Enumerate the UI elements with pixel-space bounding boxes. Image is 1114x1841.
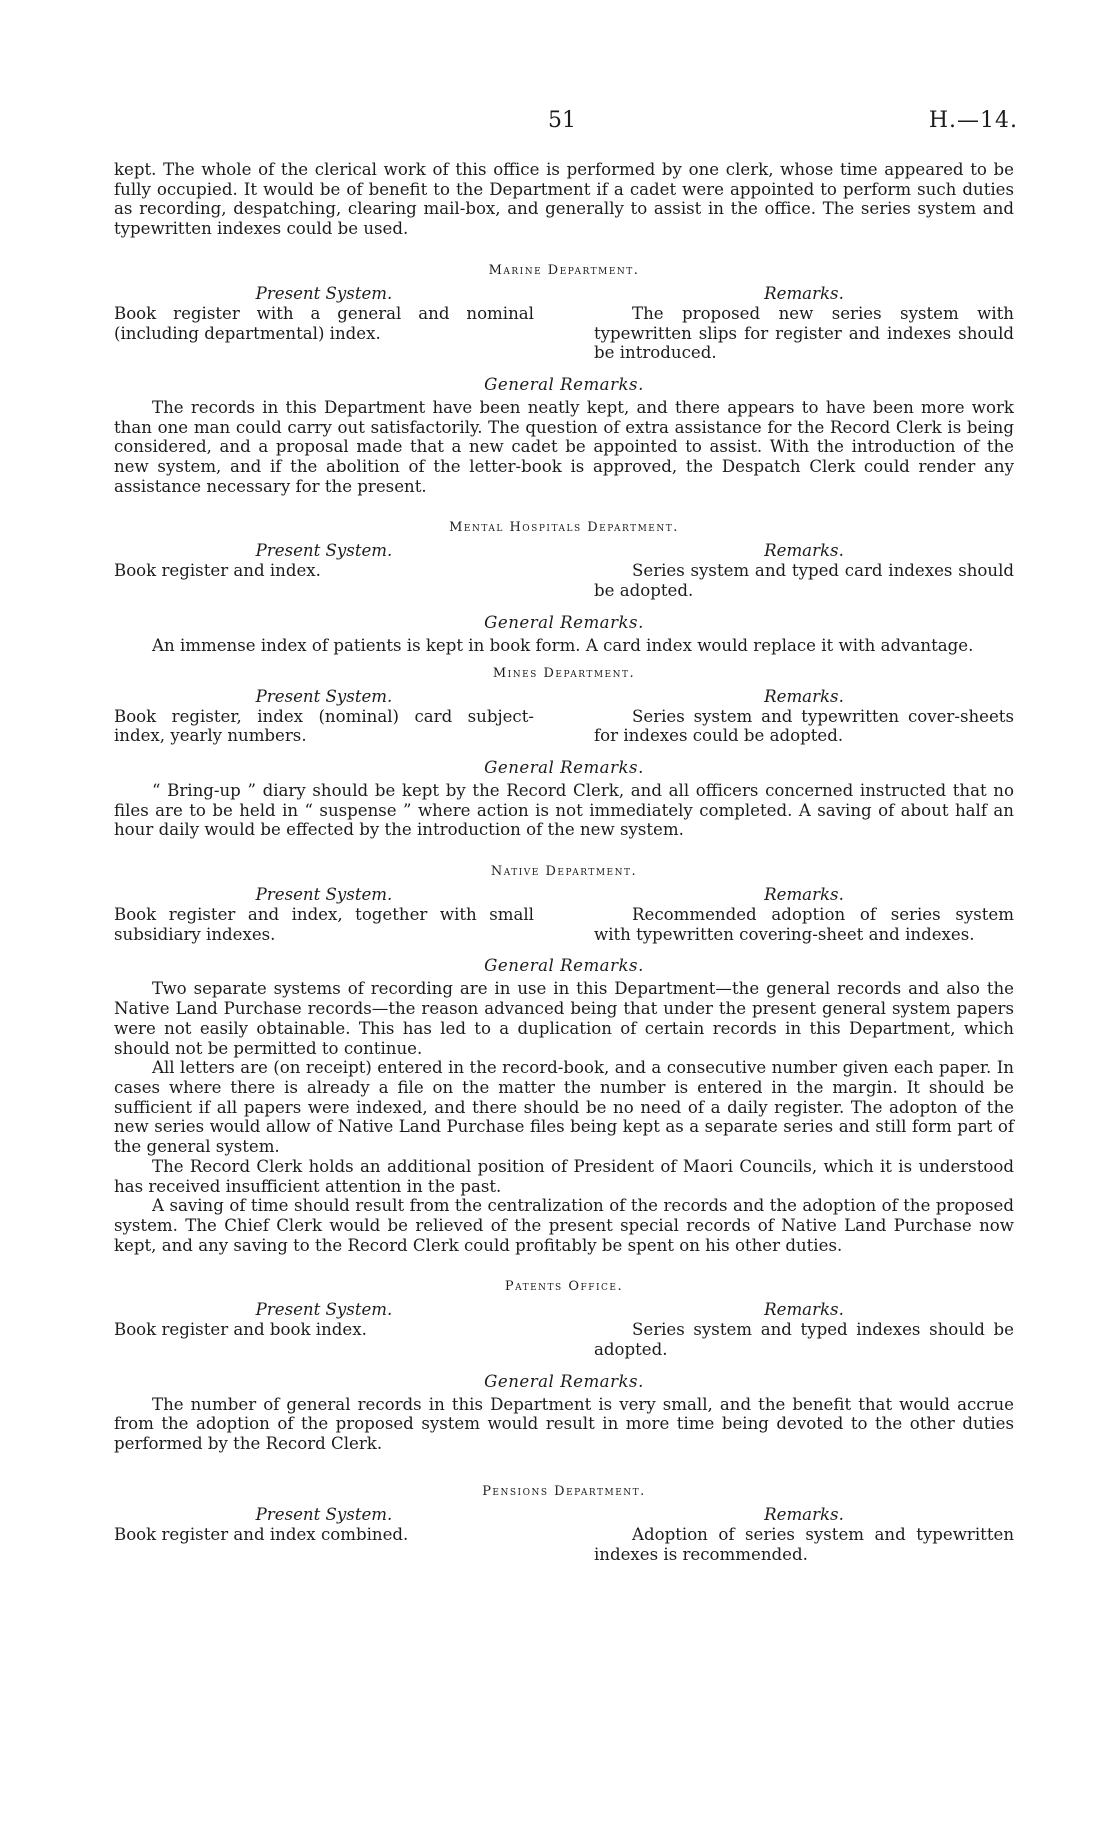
general-remarks-paragraph: Two separate systems of recording are in use in this Department—the general records and also the Native Land Purchase records—the reason advanced being that under the present general system papers were not easily obtainable. This has led to a duplication of certain records in this Department, which should not be permitted to continue. [114, 979, 1014, 1058]
section-title-pensions: Pensions Department. [482, 1483, 646, 1499]
section-title-mental-hospitals: Mental Hospitals Department. [449, 520, 679, 536]
present-system-heading: Present System. [255, 1300, 393, 1320]
remarks-heading: Remarks. [764, 283, 844, 303]
general-remarks-paragraph: The number of general records in this Department is very small, and the benefit that would accrue from the adoption of the proposed system would result in more time being devoted to the other duties performed by the Record Clerk. [114, 1394, 1014, 1454]
general-remarks-paragraph: An immense index of patients is kept in book form. A card index would replace it with advantage. [152, 635, 974, 655]
remarks-text: Series system and typed indexes should be adopted. [594, 1320, 1014, 1360]
present-system-heading: Present System. [255, 686, 393, 706]
columns-marine [114, 284, 1014, 363]
present-system-text: Book register and index combined. [114, 1524, 409, 1544]
remarks-text: Series system and typewritten cover-sheets for indexes could be adopted. [594, 706, 1014, 746]
remarks-text: The proposed new series system with typewritten slips for register and indexes should be introduced. [594, 303, 1014, 363]
intro-paragraph: kept. The whole of the clerical work of this office is performed by one clerk, whose time appeared to be fully occupied. It would be of benefit to the Department if a cadet were appointed to perform such duties as recording, despatching, clearing mail-box, and generally to assist in the office. The series system and typewritten indexes could be used. [114, 160, 1014, 239]
general-remarks-paragraph: The records in this Department have been neatly kept, and there appears to have been more work than one man could carry out satisfactorily. The question of extra assistance for the Record Clerk is being considered, and a proposal made that a new cadet be appointed to assist. With the introduction of the new system, and if the abolition of the letter-book is approved, the Despatch Clerk could render any assistance necessary for the present. [114, 397, 1014, 496]
general-remarks-paragraph: “ Bring-up ” diary should be kept by the Record Clerk, and all officers concerned instructed that no files are to be held in “ suspense ” where action is not immediately completed. A saving of about half an hour daily would be effected by the introduction of the new system. [114, 780, 1014, 840]
present-system-heading: Present System. [255, 541, 393, 561]
present-system-text: Book register and book index. [114, 1320, 367, 1340]
columns-native [114, 885, 1014, 944]
remarks-heading: Remarks. [764, 1504, 844, 1524]
columns-pensions [114, 1505, 1014, 1564]
present-system-text: Book register with a general and nominal (including departmental) index. [114, 303, 534, 343]
remarks-heading: Remarks. [764, 1300, 844, 1320]
page-body [114, 160, 1014, 1564]
present-system-heading: Present System. [255, 283, 393, 303]
columns-mental-hospitals [114, 541, 1014, 600]
remarks-heading: Remarks. [764, 686, 844, 706]
page-number: 51 [548, 108, 576, 133]
columns-patents [114, 1300, 1014, 1359]
general-remarks-heading: General Remarks. [484, 374, 644, 394]
document-reference: H.—14. [928, 108, 1018, 133]
section-title-mines: Mines Department. [492, 665, 636, 681]
remarks-text: Series system and typed card indexes should be adopted. [594, 561, 1014, 601]
remarks-heading: Remarks. [764, 541, 844, 561]
section-title-marine: Marine Department. [488, 262, 640, 278]
general-remarks-heading: General Remarks. [484, 1371, 644, 1391]
general-remarks-paragraph: The Record Clerk holds an additional position of President of Maori Councils, which it is understood has received insufficient attention in the past. [114, 1156, 1014, 1196]
columns-mines [114, 687, 1014, 746]
present-system-text: Book register and index. [114, 561, 321, 581]
remarks-text: Adoption of series system and typewritten indexes is recommended. [594, 1524, 1014, 1564]
general-remarks-paragraph: A saving of time should result from the centralization of the records and the adoption of the proposed system. The Chief Clerk would be relieved of the present special records of Native Land Purchase now kept, and any saving to the Record Clerk could profitably be spent on his other duties. [114, 1196, 1014, 1255]
section-title-patents: Patents Office. [504, 1279, 624, 1295]
general-remarks-heading: General Remarks. [484, 956, 644, 976]
general-remarks-paragraph: All letters are (on receipt) entered in the record-book, and a consecutive number given each paper. In cases where there is already a file on the matter the number is entered in the margin. It should be sufficient if all papers were indexed, and there should be no need of a daily register. The adopton of the new series would allow of Native Land Purchase files being kept as a separate series and still form part of the general system. [114, 1058, 1014, 1157]
remarks-heading: Remarks. [764, 885, 844, 905]
present-system-heading: Present System. [255, 885, 393, 905]
present-system-text: Book register and index, together with small subsidiary indexes. [114, 905, 534, 944]
general-remarks-heading: General Remarks. [484, 757, 644, 777]
general-remarks-heading: General Remarks. [484, 612, 644, 632]
present-system-heading: Present System. [255, 1504, 393, 1524]
remarks-text: Recommended adoption of series system with typewritten covering-sheet and indexes. [594, 905, 1014, 944]
present-system-text: Book register, index (nominal) card subject-index, yearly numbers. [114, 706, 534, 746]
section-title-native: Native Department. [490, 864, 638, 880]
